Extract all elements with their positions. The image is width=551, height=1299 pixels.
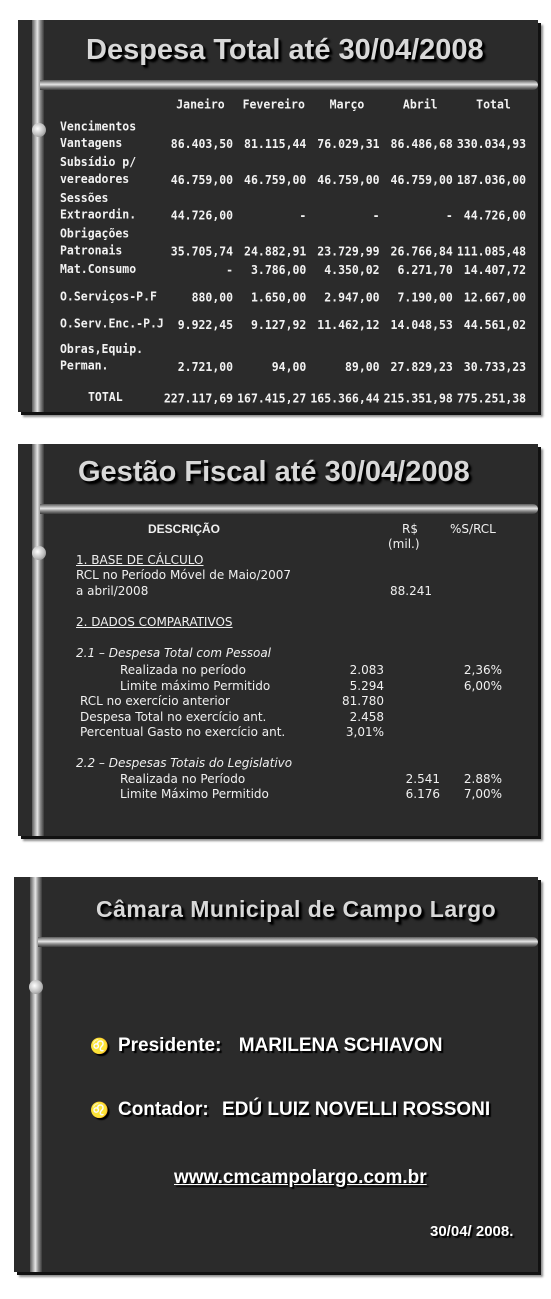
table-cell: 9.127,92 (250, 317, 307, 332)
table-row (60, 258, 530, 277)
table-cell: 165.366,44 (310, 390, 380, 406)
col-rs: R$ (402, 522, 418, 536)
table-cell: 14.048,53 (390, 317, 453, 332)
accountant-name: EDÚ LUIZ NOVELLI ROSSONI (222, 1099, 491, 1120)
table-cell: 46.759,00 (244, 172, 307, 188)
table-cell: 227.117,69 (163, 390, 234, 406)
table-cell: 7.190,00 (397, 289, 453, 305)
table-row (60, 187, 530, 223)
pessoal-limite-label: Limite máximo Permitido (120, 679, 271, 693)
slide-title: Câmara Municipal de Campo Largo (96, 896, 497, 922)
row-label-line: Vantagens (60, 135, 123, 151)
table-row (60, 151, 530, 187)
table-row (60, 223, 530, 259)
legislativo-realizada-label: Realizada no Período (120, 772, 246, 786)
percentual-ant-value: 3,01% (345, 725, 384, 739)
president-name: MARILENA SCHIAVON (238, 1035, 443, 1056)
table-cell: 76.029,31 (317, 136, 380, 152)
table-cell: 24.882,91 (244, 243, 307, 259)
table-cell: 46.759,00 (170, 172, 234, 188)
row-label (60, 374, 164, 406)
table-cell: 880,00 (191, 289, 234, 305)
legislativo-realizada-value: 2.541 (405, 772, 440, 786)
pessoal-limite-pct: 6,00% (463, 679, 502, 693)
row-label (60, 305, 164, 332)
despesa-table (60, 93, 530, 406)
row-label-line: Vencimentos (60, 118, 137, 134)
table-cell: 167.415,27 (237, 390, 307, 406)
table-body (60, 116, 530, 406)
table-cell: 2.721,00 (177, 359, 234, 374)
table-cell: 775.251,38 (456, 390, 527, 406)
table-row (60, 305, 530, 332)
section-dados-comparativos: 2. DADOS COMPARATIVOS (76, 615, 233, 629)
row-label-line: Patronais (60, 242, 123, 258)
slide-gestao-fiscal (18, 444, 538, 836)
row-label (60, 277, 164, 304)
table-header-cell: Janeiro (176, 96, 225, 112)
row-label-line: Sessões (60, 190, 109, 205)
base-value: 88.241 (390, 584, 432, 598)
table-cell: 46.759,00 (390, 172, 453, 188)
slide-title: Despesa Total até 30/04/2008 (86, 34, 484, 66)
subsection-legislativo: 2.2 – Despesas Totais do Legislativo (76, 756, 293, 770)
row-label-line: Mat.Consumo (60, 261, 137, 277)
row-label (60, 258, 164, 277)
accountant-line (90, 1099, 490, 1121)
col-pct: %S/RCL (450, 522, 496, 536)
table-cell: 23.729,99 (317, 243, 380, 259)
row-label (60, 151, 164, 187)
table-cell: 27.829,23 (390, 359, 453, 374)
table-row (60, 116, 530, 152)
table-cell: 44.726,00 (463, 208, 527, 223)
bullet-decoration (32, 123, 46, 137)
slide-title: Gestão Fiscal até 30/04/2008 (78, 456, 470, 488)
pessoal-realizada-pct: 2,36% (463, 663, 502, 677)
legislativo-realizada-pct: 2.88% (463, 772, 502, 786)
pessoal-limite-value: 5.294 (349, 679, 384, 693)
horizontal-bar (40, 504, 538, 514)
legislativo-limite-pct: 7,00% (463, 787, 502, 801)
bullet-decoration (29, 980, 43, 994)
table-header-cell: Março (329, 96, 365, 112)
vertical-bar (32, 20, 44, 412)
row-label-line: Perman. (60, 358, 109, 373)
slide-camara-municipal (14, 877, 538, 1272)
row-label-line: TOTAL (88, 389, 123, 405)
table-cell: - (299, 208, 307, 223)
section-base-calculo: 1. BASE DE CÁLCULO (76, 553, 204, 567)
rcl-anterior-label: RCL no exercício anterior (80, 694, 230, 708)
percentual-ant-label: Percentual Gasto no exercício ant. (80, 725, 286, 739)
table-cell: 12.667,00 (463, 289, 527, 305)
rcl-anterior-value: 81.780 (342, 694, 384, 708)
table-cell: - (226, 262, 234, 278)
col-descricao: DESCRIÇÃO (148, 522, 221, 536)
table-header-cell (60, 93, 164, 116)
table-row (60, 374, 530, 406)
bullet-decoration (32, 546, 46, 560)
row-label (60, 116, 164, 152)
table-cell: - (445, 208, 453, 223)
table-cell: 46.759,00 (317, 172, 380, 188)
table-cell: - (372, 208, 380, 223)
row-label-line: Subsídio p/ (60, 154, 137, 170)
despesa-ant-value: 2.458 (349, 710, 384, 724)
vertical-bar (32, 444, 44, 836)
table-header-cell: Total (476, 96, 511, 112)
president-label: Presidente: (117, 1035, 222, 1056)
subsection-despesa-pessoal: 2.1 – Despesa Total com Pessoal (76, 646, 271, 660)
despesa-ant-label: Despesa Total no exercício ant. (80, 710, 267, 724)
table-cell: 4.350,02 (324, 262, 380, 278)
accountant-label: Contador: (117, 1099, 209, 1120)
table-header-cell: Abril (402, 96, 438, 112)
base-line-2: a abril/2008 (76, 584, 149, 598)
table-cell: 44.561,02 (463, 317, 527, 332)
row-label-line: vereadores (60, 171, 130, 186)
table-cell: 3.786,00 (250, 262, 307, 278)
table-cell: 94,00 (271, 359, 307, 374)
leo-symbol-icon: ♌ (90, 1102, 109, 1119)
row-label (60, 187, 164, 223)
slide-date: 30/04/ 2008. (430, 1223, 514, 1240)
table-cell: 26.766,84 (390, 243, 453, 259)
table-cell: 187.036,00 (456, 172, 527, 188)
table-cell: 14.407,72 (463, 262, 527, 278)
slide-despesa-total (18, 20, 538, 412)
table-cell: 86.486,68 (390, 136, 453, 152)
table-cell: 215.351,98 (383, 390, 453, 406)
table-cell: 35.705,74 (170, 243, 234, 259)
table-cell: 81.115,44 (244, 136, 307, 152)
row-label-line: O.Serv.Enc.-P.J (60, 316, 164, 331)
horizontal-bar (40, 80, 538, 90)
horizontal-bar (38, 937, 538, 947)
pessoal-realizada-value: 2.083 (349, 663, 384, 677)
row-label (60, 223, 164, 259)
table-cell: 30.733,23 (463, 359, 527, 374)
table-header-cell: Fevereiro (242, 96, 305, 112)
table-row (60, 277, 530, 304)
table-row (60, 332, 530, 374)
table-cell: 330.034,93 (456, 136, 527, 152)
leo-symbol-icon: ♌ (90, 1038, 109, 1055)
table-cell: 89,00 (344, 359, 380, 374)
table-cell: 11.462,12 (317, 317, 380, 332)
row-label-line: Extraordin. (60, 207, 137, 222)
row-label (60, 332, 164, 374)
base-line-1: RCL no Período Móvel de Maio/2007 (76, 568, 292, 582)
row-label-line: Obras,Equip. (60, 341, 144, 357)
row-label-line: O.Serviços-P.F (60, 288, 157, 304)
col-rs-unit: (mil.) (388, 537, 420, 551)
table-cell: 9.922,45 (177, 317, 234, 332)
table-cell: 86.403,50 (170, 136, 234, 152)
table-header-row (60, 93, 530, 116)
table-cell: 6.271,70 (397, 262, 453, 278)
table-cell: 2.947,00 (324, 289, 380, 305)
row-label-line: Obrigações (60, 225, 130, 241)
table-cell: 44.726,00 (170, 208, 234, 223)
table-cell: 111.085,48 (456, 243, 527, 259)
president-line (90, 1035, 442, 1057)
legislativo-limite-value: 6.176 (405, 787, 440, 801)
pessoal-realizada-label: Realizada no período (120, 663, 246, 677)
legislativo-limite-label: Limite Máximo Permitido (120, 787, 269, 801)
table-cell: 1.650,00 (250, 289, 307, 305)
website-link[interactable]: www.cmcampolargo.com.br (174, 1167, 427, 1188)
